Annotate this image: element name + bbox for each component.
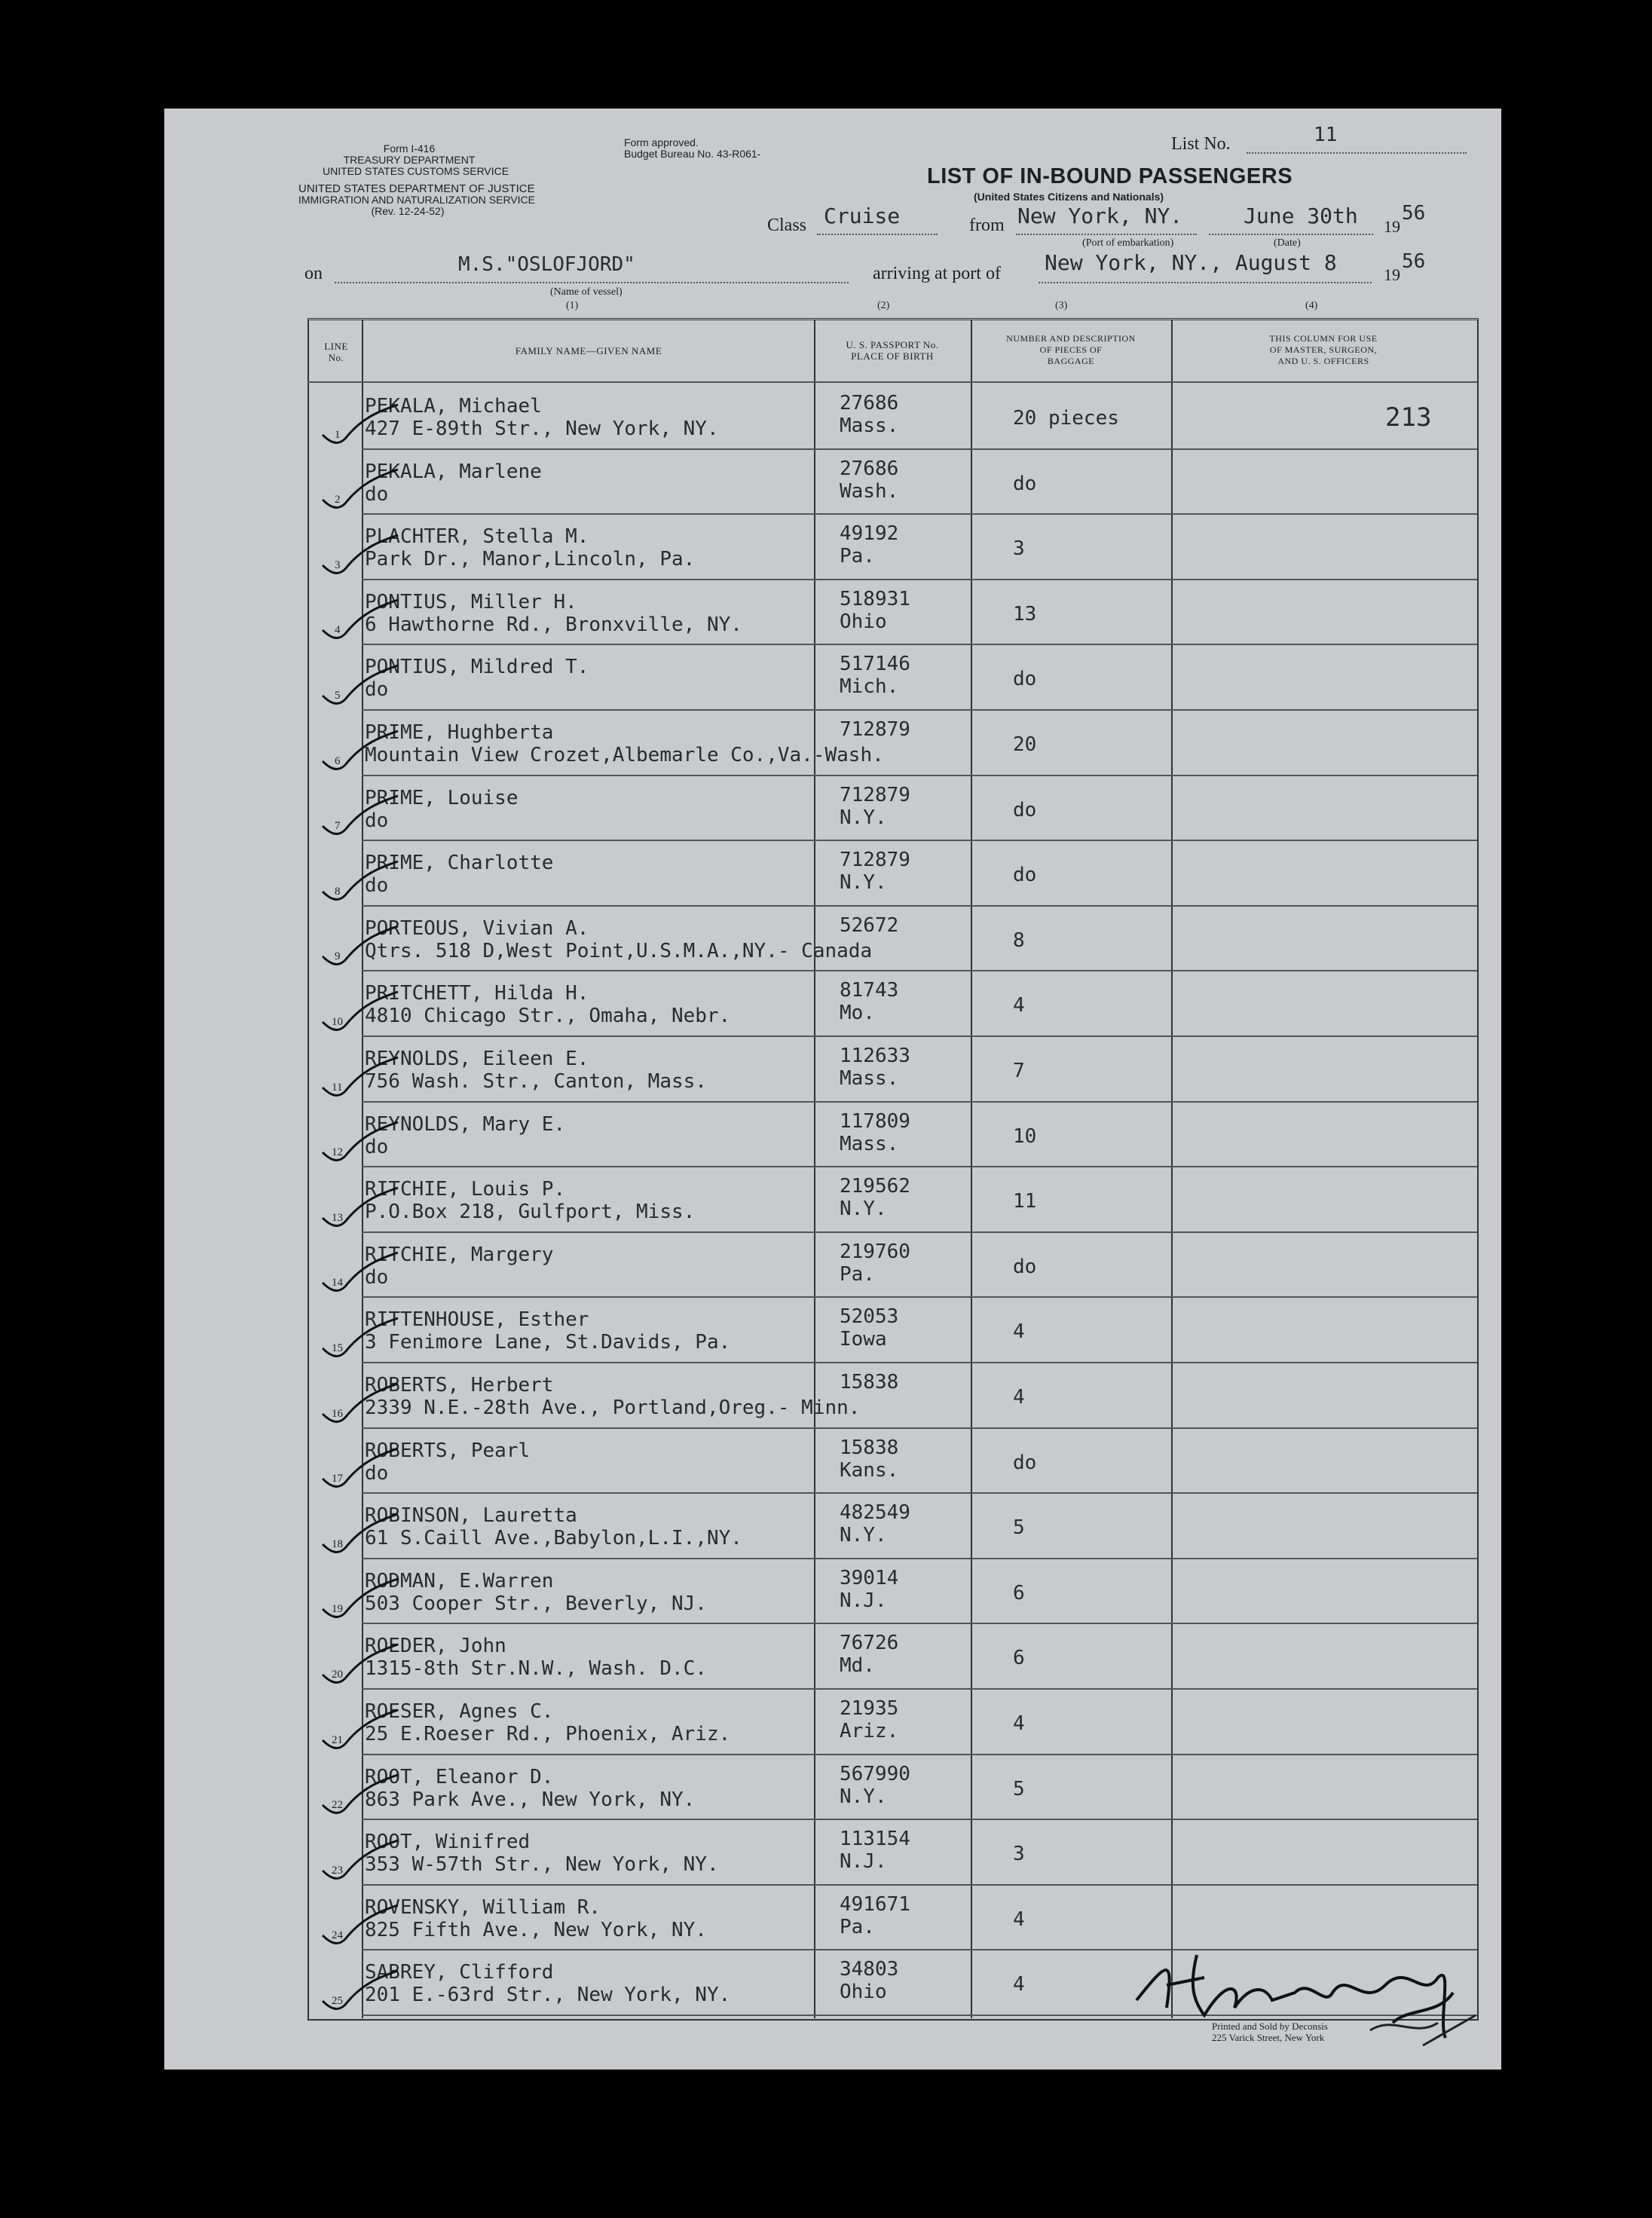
- line-number: 25: [332, 1994, 343, 2007]
- baggage-count: 4: [1013, 1973, 1025, 1996]
- passport-number: 81743: [840, 979, 899, 1002]
- budget-approval: Form approved. Budget Bureau No. 43-R061-: [624, 136, 761, 160]
- line-number: 3: [335, 558, 341, 571]
- table-row: [164, 515, 1501, 580]
- passenger-list-form: [164, 109, 1501, 2070]
- passport-number: 219760: [840, 1240, 910, 1263]
- passport-number: 712879: [840, 783, 910, 806]
- place-of-birth: Mich.: [840, 675, 899, 699]
- line-number: 6: [335, 754, 341, 767]
- col-baggage: NUMBER AND DESCRIPTION OF PIECES OF BAGGAGE: [1006, 333, 1136, 366]
- passenger-address: do: [365, 678, 389, 702]
- passenger-name: PRIME, Charlotte: [365, 852, 554, 875]
- baggage-count: 10: [1013, 1124, 1037, 1148]
- line-number: 10: [332, 1015, 343, 1028]
- passenger-address: 25 E.Roeser Rd., Phoenix, Ariz.: [365, 1723, 731, 1745]
- place-of-birth: N.Y.: [840, 806, 887, 829]
- passport-number: 39014: [840, 1566, 899, 1589]
- passport-number: 15838: [840, 1371, 899, 1394]
- table-row: [164, 1820, 1501, 1886]
- table-row: [164, 1103, 1501, 1168]
- baggage-count: 13: [1013, 602, 1037, 626]
- passenger-address: 1315-8th Str.N.W., Wash. D.C.: [365, 1657, 707, 1681]
- line-number: 7: [335, 820, 341, 833]
- line-number: 8: [335, 885, 341, 898]
- line-number: 4: [335, 624, 341, 637]
- passenger-name: SABREY, Clifford: [365, 1961, 554, 1984]
- port-embarkation-caption: (Port of embarkation): [1082, 237, 1174, 249]
- passenger-address: do: [365, 1461, 389, 1485]
- passport-number: 49192: [840, 522, 899, 546]
- from-line: [1016, 234, 1197, 235]
- table-row: [164, 1167, 1501, 1233]
- passport-number: 712879: [840, 849, 910, 872]
- passenger-address: 61 S.Caill Ave.,Babylon,L.I.,NY.: [365, 1527, 742, 1550]
- passenger-address: 756 Wash. Str., Canton, Mass.: [365, 1070, 707, 1093]
- table-row: [164, 1690, 1501, 1755]
- baggage-count: do: [1013, 472, 1037, 495]
- passenger-name: REYNOLDS, Mary E.: [365, 1112, 566, 1136]
- passenger-name: PONTIUS, Mildred T.: [365, 656, 589, 679]
- line-number: 5: [335, 689, 341, 702]
- line-number: 13: [332, 1211, 343, 1224]
- passenger-address: 825 Fifth Ave., New York, NY.: [365, 1918, 707, 1941]
- baggage-count: 7: [1013, 1060, 1025, 1082]
- place-of-birth: Pa.: [840, 1915, 875, 1938]
- table-row: [164, 645, 1501, 711]
- table-row: [164, 971, 1501, 1037]
- form-title: LIST OF IN-BOUND PASSENGERS: [927, 164, 1293, 188]
- passenger-address: do: [365, 809, 389, 832]
- passport-number: 491671: [840, 1892, 910, 1916]
- passenger-address: P.O.Box 218, Gulfport, Miss.: [365, 1201, 696, 1224]
- line-number: 9: [335, 950, 341, 963]
- baggage-count: 8: [1013, 929, 1025, 952]
- place-of-birth: N.Y.: [840, 1785, 887, 1808]
- baggage-count: 4: [1013, 1907, 1025, 1931]
- place-of-birth: N.Y.: [840, 1198, 887, 1221]
- passport-number: 27686: [840, 392, 899, 415]
- passenger-address: do: [365, 482, 389, 506]
- place-of-birth: Mass.: [840, 415, 899, 437]
- col-number-4: (4): [1305, 300, 1318, 311]
- passenger-address: 201 E.-63rd Str., New York, NY.: [365, 1984, 731, 2007]
- passenger-address: 4810 Chicago Str., Omaha, Nebr.: [365, 1005, 731, 1028]
- passport-number: 113154: [840, 1828, 910, 1851]
- passport-number: 117809: [840, 1109, 910, 1133]
- table-row: [164, 450, 1501, 515]
- table-row: [164, 841, 1501, 907]
- place-of-birth: Mo.: [840, 1002, 875, 1025]
- baggage-count: 4: [1013, 1320, 1025, 1344]
- baggage-count: 5: [1013, 1777, 1025, 1800]
- table-row: [164, 776, 1501, 842]
- form-subtitle: (United States Citizens and Nationals): [974, 191, 1164, 203]
- baggage-count: do: [1013, 668, 1037, 691]
- place-of-birth: Pa.: [840, 1262, 875, 1286]
- line-number: 18: [332, 1537, 343, 1550]
- place-of-birth: Md.: [840, 1654, 875, 1678]
- table-row: [164, 1037, 1501, 1103]
- place-of-birth: Pa.: [840, 545, 875, 568]
- vessel-line: [335, 282, 849, 283]
- passport-number: 52053: [840, 1305, 899, 1329]
- passport-number: 112633: [840, 1045, 910, 1067]
- place-of-birth: Kans.: [840, 1458, 899, 1482]
- table-row: [164, 1363, 1501, 1429]
- passenger-address: 353 W-57th Str., New York, NY.: [365, 1853, 719, 1877]
- passenger-address: do: [365, 1265, 389, 1289]
- passenger-name: PONTIUS, Miller H.: [365, 590, 577, 613]
- passenger-name: RITCHIE, Louis P.: [365, 1178, 566, 1201]
- form-number: Form I-416 TREASURY DEPARTMENT UNITED STATES CUSTOMS SERVICE: [323, 142, 509, 177]
- line-number: 17: [332, 1473, 343, 1485]
- passenger-address: 427 E-89th Str., New York, NY.: [365, 418, 719, 440]
- passenger-address: Mountain View Crozet,Albemarle Co.,Va.-Wash.: [365, 744, 884, 766]
- line-number: 21: [332, 1733, 343, 1746]
- passport-number: 21935: [840, 1697, 899, 1720]
- baggage-count: do: [1013, 798, 1037, 821]
- line-number: 11: [332, 1081, 343, 1094]
- baggage-count: 6: [1013, 1647, 1025, 1670]
- passenger-name: PRIME, Louise: [365, 786, 519, 809]
- passport-number: 15838: [840, 1436, 899, 1459]
- arrival-year-prefix: 19: [1384, 265, 1400, 284]
- passenger-name: ROESER, Agnes C.: [365, 1700, 554, 1723]
- place-of-birth: Ariz.: [840, 1720, 899, 1742]
- line-number: 2: [335, 494, 341, 506]
- date-caption: (Date): [1274, 237, 1301, 249]
- header-rule: [307, 381, 1477, 383]
- place-of-birth: N.J.: [840, 1850, 887, 1874]
- list-no-line: [1247, 152, 1467, 154]
- line-number: 1: [335, 428, 341, 441]
- passport-number: 27686: [840, 457, 899, 480]
- passenger-name: ROBINSON, Lauretta: [365, 1504, 577, 1528]
- baggage-count: 6: [1013, 1581, 1025, 1605]
- passenger-name: ROOT, Eleanor D.: [365, 1765, 554, 1788]
- passenger-name: PEKALA, Marlene: [365, 460, 542, 483]
- table-row: [164, 1298, 1501, 1363]
- baggage-count: 4: [1013, 994, 1025, 1017]
- line-number: 16: [332, 1407, 343, 1420]
- passenger-address: 2339 N.E.-28th Ave., Portland,Oreg.- Minn.: [365, 1397, 861, 1419]
- table-row: [164, 1233, 1501, 1299]
- baggage-count: do: [1013, 1451, 1037, 1474]
- table-row: [164, 1429, 1501, 1494]
- passenger-name: RODMAN, E.Warren: [365, 1569, 554, 1592]
- vessel-caption: (Name of vessel): [550, 286, 623, 298]
- from-label: from: [969, 216, 1005, 235]
- line-number: 24: [332, 1929, 343, 1942]
- officer-note: 213: [1385, 402, 1432, 433]
- on-label: on: [304, 264, 323, 283]
- class-line: [817, 234, 938, 235]
- year-prefix: 19: [1384, 217, 1400, 236]
- passenger-name: PRITCHETT, Hilda H.: [365, 982, 589, 1005]
- passenger-name: REYNOLDS, Eileen E.: [365, 1048, 589, 1070]
- baggage-count: 11: [1013, 1190, 1037, 1213]
- table-row: [164, 384, 1501, 450]
- baggage-count: do: [1013, 864, 1037, 887]
- table-row: [164, 907, 1501, 972]
- place-of-birth: Mass.: [840, 1067, 899, 1090]
- passenger-address: 6 Hawthorne Rd., Bronxville, NY.: [365, 613, 742, 636]
- baggage-count: 3: [1013, 1843, 1025, 1866]
- baggage-count: 20 pieces: [1013, 407, 1119, 430]
- passenger-address: do: [365, 874, 389, 898]
- line-number: 12: [332, 1146, 343, 1159]
- table-row: [164, 1494, 1501, 1559]
- check-mark: [315, 1971, 405, 2024]
- passenger-address: 3 Fenimore Lane, St.Davids, Pa.: [365, 1331, 731, 1354]
- passport-number: 518931: [840, 587, 910, 610]
- line-number: 14: [332, 1277, 343, 1289]
- departure-date: June 30th: [1244, 203, 1358, 228]
- class-value: Cruise: [824, 203, 901, 228]
- place-of-birth: Wash.: [840, 479, 899, 503]
- passport-number: 219562: [840, 1175, 910, 1198]
- passenger-address: Park Dr., Manor,Lincoln, Pa.: [365, 548, 696, 571]
- baggage-count: 4: [1013, 1712, 1025, 1735]
- place-of-birth: N.J.: [840, 1589, 887, 1612]
- table-row: [164, 580, 1501, 646]
- justice-department-block: UNITED STATES DEPARTMENT OF JUSTICE IMMIGRATION AND NATURALIZATION SERVICE (Rev. 12-24-52): [298, 182, 535, 217]
- place-of-birth: Ohio: [840, 1981, 887, 2004]
- arriving-label: arriving at port of: [873, 264, 1001, 283]
- baggage-count: 5: [1013, 1516, 1025, 1540]
- passenger-name: ROEDER, John: [365, 1635, 506, 1658]
- class-label: Class: [767, 216, 807, 235]
- line-number: 19: [332, 1603, 343, 1616]
- passport-number: 567990: [840, 1762, 910, 1785]
- passenger-name: PLACHTER, Stella M.: [365, 525, 589, 549]
- col-officers: THIS COLUMN FOR USE OF MASTER, SURGEON, AND U. S. OFFICERS: [1269, 333, 1378, 366]
- line-number: 20: [332, 1668, 343, 1681]
- table-row: [164, 1755, 1501, 1821]
- col-name: FAMILY NAME—GIVEN NAME: [515, 345, 662, 356]
- passenger-name: ROVENSKY, William R.: [365, 1895, 601, 1919]
- line-number: 15: [332, 1342, 343, 1354]
- passport-number: 52672: [840, 913, 899, 937]
- year-value: 56: [1402, 202, 1426, 225]
- col-number-3: (3): [1055, 300, 1068, 311]
- col-passport: U. S. PASSPORT No. PLACE OF BIRTH: [846, 339, 939, 362]
- passport-number: 34803: [840, 1958, 899, 1981]
- baggage-count: 20: [1013, 733, 1037, 756]
- baggage-count: 3: [1013, 537, 1025, 561]
- printer-credit: Printed and Sold by Deconsis 225 Varick Street, New York: [1212, 2021, 1328, 2043]
- vessel-name: M.S."OSLOFJORD": [458, 253, 635, 276]
- place-of-birth: Mass.: [840, 1132, 899, 1155]
- table-row: [164, 1559, 1501, 1625]
- passenger-address: do: [365, 1135, 389, 1158]
- place-of-birth: N.Y.: [840, 1524, 887, 1547]
- passenger-name: PORTEOUS, Vivian A.: [365, 916, 589, 940]
- passport-number: 482549: [840, 1501, 910, 1525]
- list-no-label: List No.: [1171, 134, 1231, 154]
- passenger-address: 863 Park Ave., New York, NY.: [365, 1788, 696, 1811]
- col-line-no: LINE No.: [324, 341, 348, 363]
- date-line: [1209, 234, 1373, 235]
- passenger-name: RITCHIE, Margery: [365, 1243, 554, 1266]
- passport-number: 517146: [840, 653, 910, 676]
- place-of-birth: Iowa: [840, 1328, 887, 1351]
- passenger-address: 503 Cooper Str., Beverly, NJ.: [365, 1592, 707, 1615]
- passenger-address: Qtrs. 518 D,West Point,U.S.M.A.,NY.- Canada: [365, 939, 873, 962]
- place-of-birth: N.Y.: [840, 871, 887, 895]
- passenger-name: PRIME, Hughberta: [365, 721, 554, 744]
- table-row: [164, 711, 1501, 776]
- table-row: [164, 1624, 1501, 1690]
- line-number: 23: [332, 1864, 343, 1877]
- passport-number: 712879: [840, 718, 910, 741]
- from-value: New York, NY.: [1017, 203, 1183, 228]
- passenger-name: ROOT, Winifred: [365, 1831, 531, 1854]
- arrival-port: New York, NY., August 8: [1045, 250, 1337, 275]
- passenger-name: ROBERTS, Herbert: [365, 1374, 554, 1397]
- baggage-count: do: [1013, 1255, 1037, 1278]
- passenger-name: RITTENHOUSE, Esther: [365, 1308, 589, 1332]
- baggage-count: 4: [1013, 1386, 1025, 1409]
- arrival-line: [1039, 282, 1372, 283]
- arrival-year: 56: [1402, 250, 1426, 273]
- list-no-value: 11: [1314, 124, 1338, 146]
- passenger-name: ROBERTS, Pearl: [365, 1439, 531, 1462]
- col-number-2: (2): [877, 300, 890, 311]
- line-number: 22: [332, 1799, 343, 1812]
- passport-number: 76726: [840, 1632, 899, 1655]
- passenger-name: PEKALA, Michael: [365, 395, 542, 418]
- place-of-birth: Ohio: [840, 610, 887, 633]
- col-number-1: (1): [566, 300, 579, 311]
